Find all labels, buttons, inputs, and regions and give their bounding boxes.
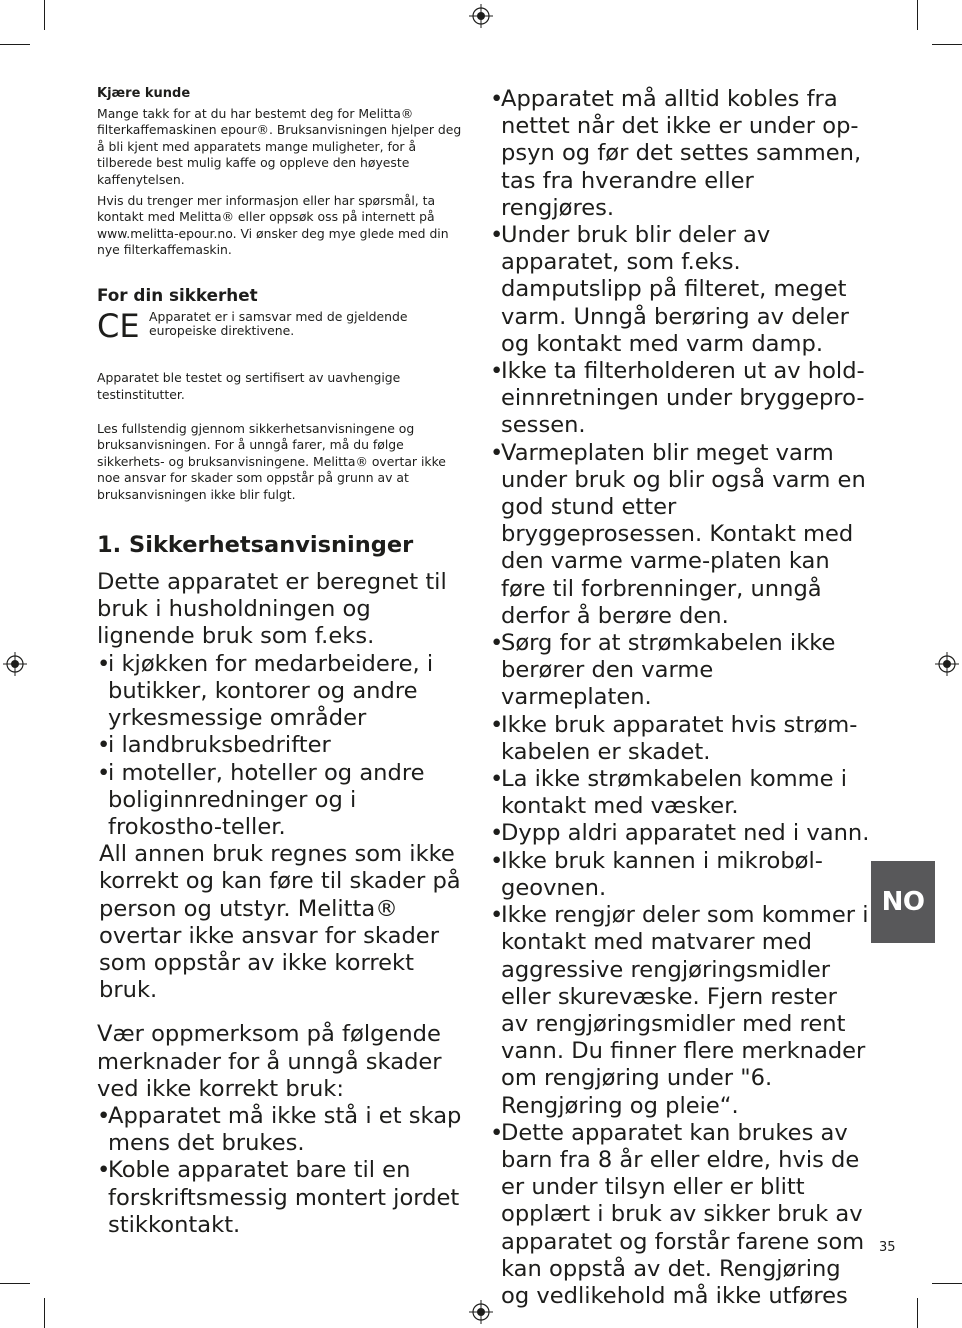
tested-text: Apparatet ble testet og sertifisert av uavhengige testinstitutter. (97, 370, 401, 402)
language-tab: NO (871, 861, 935, 943)
list-item: • Ikke ta filterholderen ut av hold-einnretningen under bryggepro-sessen. (490, 358, 865, 439)
registration-mark-icon (935, 652, 959, 676)
right-column (490, 86, 870, 1310)
crop-mark (44, 0, 45, 30)
intro-heading: Kjære kunde (97, 86, 191, 101)
read-instructions-text: Les fullstendig gjennom sikkerhetsanvisningene og bruksanvisningen. For å unngå farer, må du følge sikkerhets- og bruksanvisningene. Melitta® overtar ikke noe ansvar for skader som oppstår på grunn av at bruksanvisningen ikke blir fulgt. (97, 421, 446, 502)
section-intro: Dette apparatet er beregnet til bruk i husholdningen og lignende bruk som f.eks. (97, 569, 447, 650)
list-item: • Apparatet må ikke stå i et skap mens det brukes. (97, 1102, 462, 1157)
list-item: • Ikke rengjør deler som kommer i kontakt med matvarer med aggressive rengjøringsmidler eller skurevæske. Fjern rester av rengjøringsmidler med rent vann. Du finner flere merknader om rengjøring under "6. Rengjøring og pleie“. (490, 902, 869, 1119)
notes-list-left (97, 1103, 472, 1239)
ce-text: Apparatet er i samsvar med de gjeldende europeiske direktivene. (149, 308, 408, 339)
list-item: • i kjøkken for medarbeidere, i butikker, kontorer og andre yrkesmessige områder (97, 650, 434, 732)
registration-mark-icon (469, 4, 493, 28)
crop-mark (917, 1298, 918, 1328)
ce-mark-text: CE (97, 308, 140, 343)
list-item: • Sørg for at strømkabelen ikke berører den varme varmeplaten. (490, 630, 836, 711)
intro-paragraph: Mange takk for at du har bestemt deg for Melitta® filterkaffemaskinen epour®. Bruksanvisningen hjelper deg å bli kjent med apparatets mange muligheter, for å tilberede best mulig kaffe og oppleve den høyeste kaffenytelsen. (97, 106, 462, 187)
crop-mark (932, 44, 962, 45)
list-item: • Under bruk blir deler av apparatet, som f.eks. damputslipp på filteret, meget varm. Unngå berøring av deler og kontakt med varm damp. (490, 222, 849, 357)
crop-mark (0, 44, 30, 45)
list-item: • Koble apparatet bare til en forskriftsmessig montert jordet stikkontakt. (97, 1157, 460, 1238)
left-column (97, 86, 472, 1239)
list-item: • Ikke bruk kannen i mikrobøl-geovnen. (490, 847, 823, 901)
list-item: • Apparatet må alltid kobles fra nettet når det ikke er under op-psyn og før det settes sammen, tas fra hverandre eller rengjøres. (490, 86, 862, 221)
note-intro: Vær oppmerksom på følgende merknader for å unngå skader ved ikke korrekt bruk: (97, 1021, 442, 1102)
registration-mark-icon (3, 652, 27, 676)
notes-list-right (490, 86, 870, 1310)
crop-mark (932, 1283, 962, 1284)
other-use-text: All annen bruk regnes som ikke korrekt og kan føre til skader på person og utstyr. Melitta® overtar ikke ansvar for skader som oppstår av ikke korrekt bruk. (99, 841, 461, 1004)
list-item: • Dette apparatet kan brukes av barn fra 8 år eller eldre, hvis de er under tilsyn eller er blitt opplært i bruk av sikker bruk av apparatet og forstår farene som kan oppstå av det. Rengjøring og vedlikehold må ikke utføres (490, 1119, 865, 1309)
crop-mark (917, 0, 918, 30)
list-item: • Varmeplaten blir meget varm under bruk og blir også varm en god stund etter bryggeprosessen. Kontakt med den varme varme-platen kan føre til forbrenninger, unngå derfor å berøre den. (490, 439, 866, 629)
ce-mark-icon (97, 309, 143, 343)
crop-mark (44, 1298, 45, 1328)
crop-mark (0, 1283, 30, 1284)
list-item: • Dypp aldri apparatet ned i vann. (490, 820, 870, 847)
safety-heading: For din sikkerhet (97, 284, 258, 305)
list-item: • i landbruksbedrifter (97, 732, 331, 759)
uses-list (97, 651, 472, 841)
list-item: • La ikke strømkabelen komme i kontakt med væsker. (490, 766, 848, 820)
intro-paragraph: Hvis du trenger mer informasjon eller har spørsmål, ta kontakt med Melitta® eller oppsøk oss på internett på www.melitta-epour.no. Vi ønsker deg mye glede med din nye filterkaffemaskin. (97, 193, 449, 258)
section-heading: 1. Sikkerhetsanvisninger (97, 532, 414, 559)
ce-conformity (97, 309, 472, 352)
list-item: • i moteller, hoteller og andre boliginnredninger og i frokostho-teller. (97, 759, 425, 840)
page-number: 35 (879, 1240, 896, 1255)
list-item: • Ikke bruk apparatet hvis strøm-kabelen er skadet. (490, 711, 858, 765)
